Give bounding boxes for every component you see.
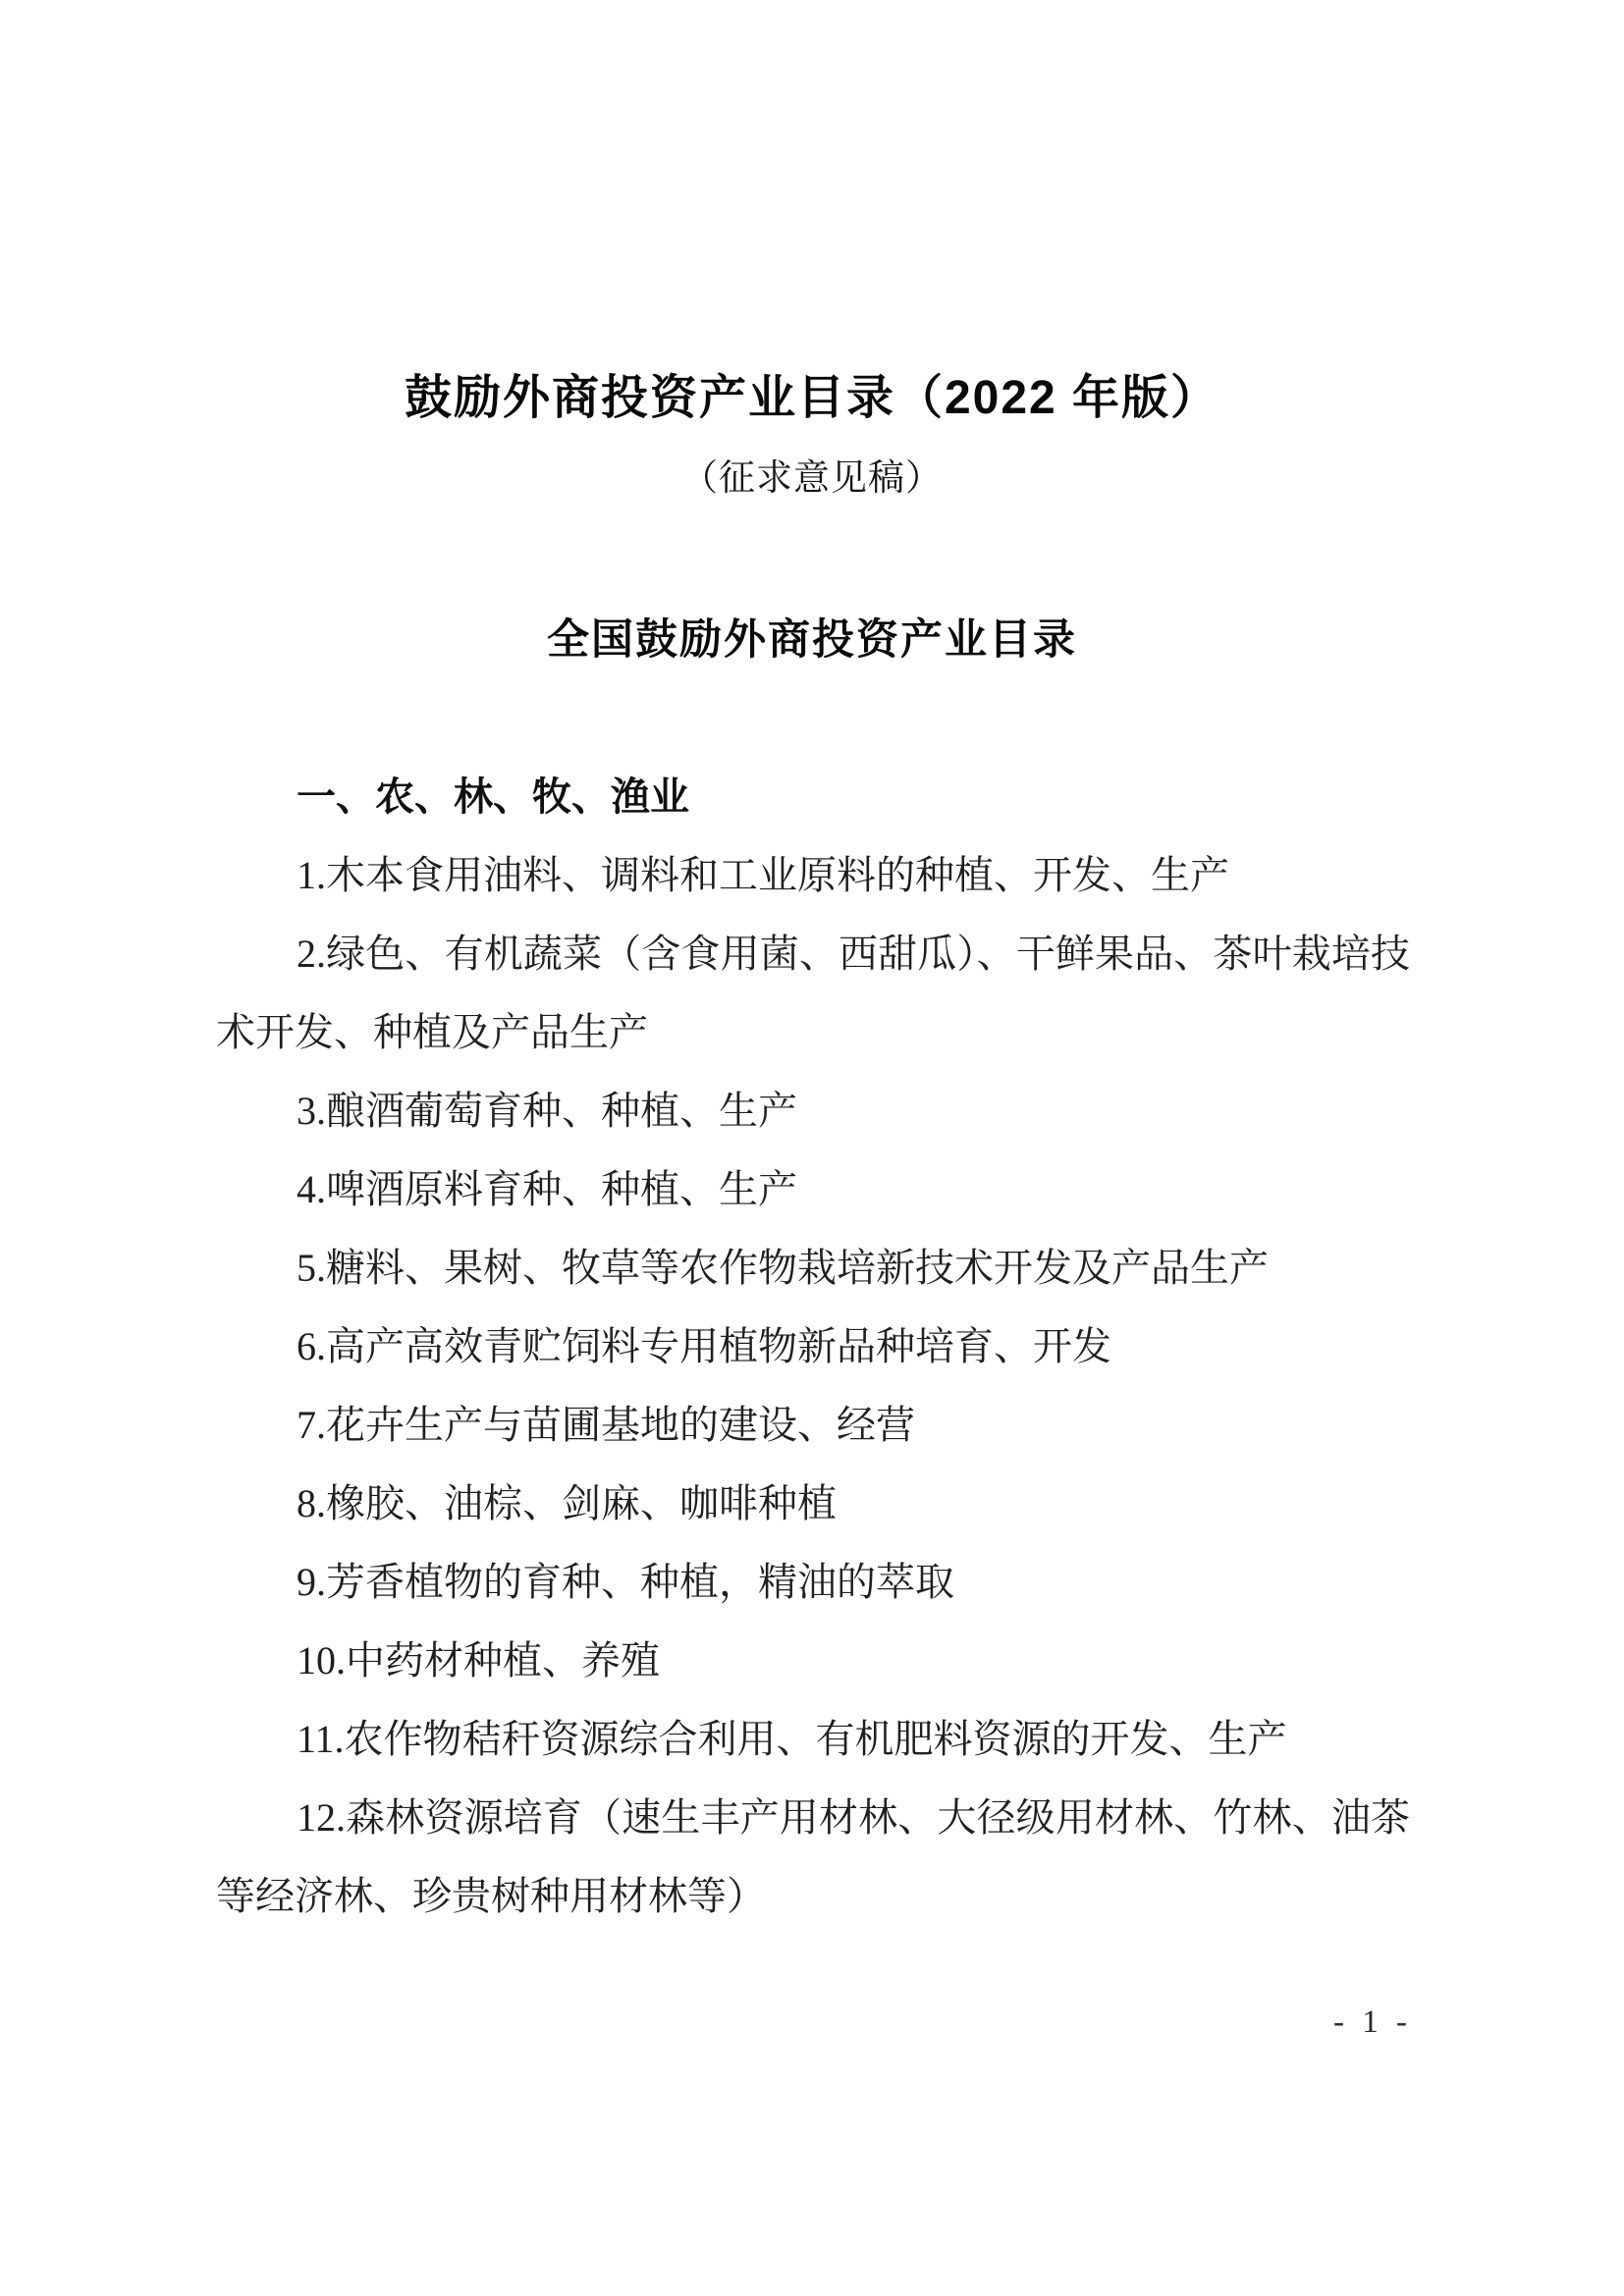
list-item	[216, 1072, 1410, 1150]
item-text: 中药材种植、养殖	[346, 1639, 660, 1682]
list-item	[216, 1465, 1410, 1543]
item-number: 7.	[297, 1403, 326, 1447]
item-number: 6.	[297, 1324, 326, 1368]
item-number: 11.	[297, 1717, 345, 1761]
list-item	[216, 1386, 1410, 1465]
item-text: 糖料、果树、牧草等农作物栽培新技术开发及产品生产	[326, 1247, 1269, 1290]
item-number: 4.	[297, 1167, 326, 1211]
doc-title: 鼓励外商投资产业目录（2022 年版）	[404, 372, 1220, 424]
item-text: 芳香植物的育种、种植，精油的萃取	[326, 1561, 954, 1604]
doc-subtitle: （征求意见稿）	[681, 457, 943, 498]
item-text: 花卉生产与苗圃基地的建设、经营	[326, 1404, 915, 1447]
list-item	[216, 1229, 1410, 1308]
item-text: 高产高效青贮饲料专用植物新品种培育、开发	[326, 1325, 1111, 1368]
item-text: 木本食用油料、调料和工业原料的种植、开发、生产	[326, 854, 1229, 897]
item-text: 绿色、有机蔬菜（含食用菌、西甜瓜）、干鲜果品、茶叶栽培技术开发、种植及产品生产	[216, 933, 1410, 1054]
list-item	[216, 1150, 1410, 1229]
item-number: 3.	[297, 1089, 326, 1133]
section-heading: 全国鼓励外商投资产业目录	[547, 616, 1077, 664]
list-item	[216, 1622, 1410, 1700]
item-number: 8.	[297, 1481, 326, 1525]
item-text: 酿酒葡萄育种、种植、生产	[326, 1090, 797, 1133]
list-item	[216, 1543, 1410, 1622]
item-text: 橡胶、油棕、剑麻、咖啡种植	[326, 1482, 837, 1525]
list-item	[216, 915, 1410, 1072]
list-item	[216, 1308, 1410, 1386]
category-heading: 一、农、林、牧、渔业	[297, 775, 689, 819]
item-number: 9.	[297, 1560, 326, 1604]
item-number: 2.	[297, 932, 326, 976]
item-text: 啤酒原料育种、种植、生产	[326, 1168, 797, 1211]
list-item	[216, 1700, 1410, 1779]
item-text: 森林资源培育（速生丰产用材林、大径级用材林、竹林、油茶等经济林、珍贵树种用材林等）	[216, 1796, 1410, 1918]
item-number: 10.	[297, 1638, 346, 1682]
item-list	[216, 836, 1410, 1936]
list-item	[216, 836, 1410, 915]
list-item	[216, 1779, 1410, 1936]
catalogue-content	[216, 758, 1410, 1936]
page-number: - 1 -	[1333, 2004, 1412, 2040]
item-number: 5.	[297, 1246, 326, 1290]
item-text: 农作物秸秆资源综合利用、有机肥料资源的开发、生产	[344, 1718, 1287, 1761]
item-number: 1.	[297, 853, 326, 897]
item-number: 12.	[297, 1795, 346, 1840]
